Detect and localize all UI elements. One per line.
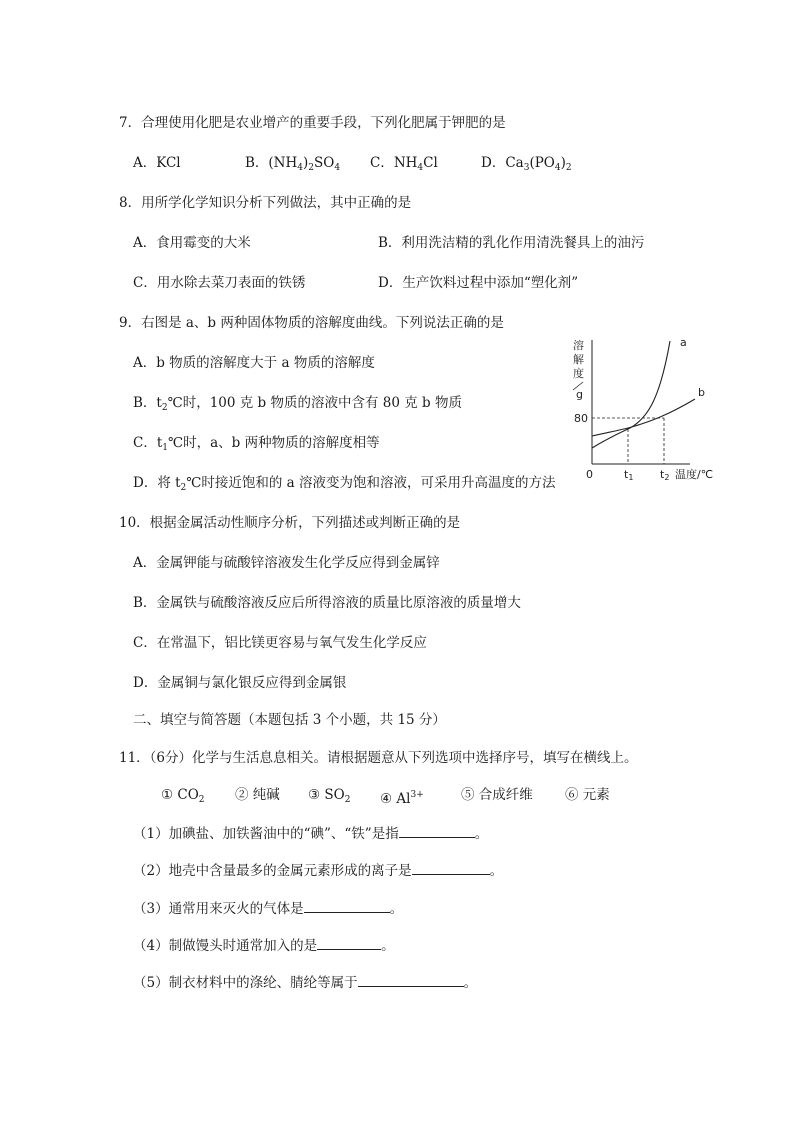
q7-option-c — [370, 154, 438, 177]
q7-d-text: D．Ca — [481, 155, 524, 171]
q7-b-sub: 4 — [334, 163, 341, 173]
q7-option-d — [481, 154, 572, 177]
y-tick-80: 80 — [574, 412, 588, 425]
q11-part-2-text: （2）地壳中含量最多的金属元素形成的离子是 — [133, 863, 412, 879]
q10-option-d: D．金属铜与氯化银反应得到金属银 — [133, 675, 347, 691]
period: 。 — [474, 826, 489, 842]
q8-option-b: B．利用洗洁精的乳化作用清洗餐具上的油污 — [378, 235, 645, 251]
q11-part-1-text: （1）加碘盐、加铁酱油中的“碘”、“铁”是指 — [133, 826, 399, 842]
t1-label — [624, 468, 633, 482]
period: 。 — [489, 863, 504, 879]
q7-c-text: C．NH — [370, 155, 418, 171]
q7-option-a: A．KCl — [133, 155, 181, 171]
q9-option-c — [133, 434, 380, 457]
q7-b-text: SO — [314, 155, 335, 171]
q10-stem: 10．根据金属活动性顺序分析，下列描述或判断正确的是 — [119, 515, 461, 531]
answer-blank-5[interactable] — [358, 972, 464, 987]
choice-text: ④ Al — [380, 791, 411, 807]
q10-option-a: A．金属钾能与硫酸锌溶液发生化学反应得到金属锌 — [133, 555, 440, 571]
q9-c-text: C．t — [133, 435, 163, 451]
q7-option-b — [245, 154, 340, 177]
q9-option-a: A．b 物质的溶解度大于 a 物质的溶解度 — [133, 355, 375, 371]
origin-label: 0 — [586, 468, 593, 481]
answer-blank-1[interactable] — [399, 823, 475, 838]
q7-c-text: Cl — [423, 155, 438, 171]
choice-text: ③ SO — [308, 787, 345, 803]
q7-stem: 7．合理使用化肥是农业增产的重要手段，下列化肥属于钾肥的是 — [119, 115, 506, 131]
curve-b-label: b — [698, 386, 705, 399]
curve-a-label: a — [680, 336, 687, 349]
q7-b-sub: 4 — [297, 163, 304, 173]
q11-stem: 11．（6分）化学与生活息息相关。请根据题意从下列选项中选择序号，填写在横线上。 — [119, 750, 638, 766]
q8-stem: 8．用所学化学知识分析下列做法，其中正确的是 — [119, 195, 412, 211]
q7-d-sub: 4 — [554, 163, 561, 173]
q11-part-5 — [133, 972, 477, 992]
period: 。 — [381, 938, 395, 954]
q11-part-3 — [133, 898, 403, 918]
t2-text: t — [660, 468, 665, 481]
q9-option-d — [133, 474, 556, 497]
q9-b-text: B．t — [133, 395, 162, 411]
q8-option-a: A．食用霉变的大米 — [133, 235, 251, 251]
q10-option-b: B．金属铁与硫酸溶液反应后所得溶液的质量比原溶液的质量增大 — [133, 595, 521, 611]
q9-c-sub: 1 — [162, 443, 168, 453]
q7-d-text: (PO — [529, 155, 555, 171]
choice-5: ⑤ 合成纤维 — [461, 787, 533, 803]
y-unit: g — [576, 388, 583, 401]
y-label-char: 解 — [573, 353, 584, 366]
choice-sub: 2 — [198, 795, 205, 805]
q9-d-text: D．将 t — [133, 475, 181, 491]
q7-b-text: ) — [303, 155, 309, 171]
q10-option-c: C．在常温下，铝比镁更容易与氧气发生化学反应 — [133, 635, 427, 651]
period: 。 — [463, 975, 478, 991]
curve-a — [592, 341, 670, 448]
q9-stem: 9．右图是 a、b 两种固体物质的溶解度曲线。下列说法正确的是 — [119, 315, 504, 331]
t1-text: t — [624, 468, 629, 481]
section-heading: 二、填空与简答题（本题包括 3 个小题，共 15 分） — [133, 712, 446, 728]
y-label-char: 度 — [573, 367, 584, 380]
answer-blank-2[interactable] — [412, 860, 490, 875]
q11-part-4-text: （4）制做馒头时通常加入的是 — [133, 938, 318, 954]
q7-d-text: ) — [560, 155, 566, 171]
choice-1 — [161, 786, 205, 809]
choice-2: ② 纯碱 — [235, 787, 280, 803]
q9-b-text: ℃时，100 克 b 物质的溶液中含有 80 克 b 物质 — [167, 395, 462, 411]
q11-part-4 — [133, 935, 395, 955]
solubility-curve-figure — [560, 336, 730, 486]
t2-sub: 2 — [664, 473, 670, 482]
q8-option-d: D．生产饮料过程中添加“塑化剂” — [378, 275, 579, 291]
q7-d-sub: 3 — [523, 163, 530, 173]
y-label-char: 溶 — [573, 339, 584, 352]
choice-3 — [308, 786, 350, 809]
q8-option-c: C．用水除去菜刀表面的铁锈 — [133, 275, 306, 291]
q9-d-sub: 2 — [180, 483, 187, 493]
t2-label — [660, 468, 669, 482]
q7-b-text: B．(NH — [245, 155, 298, 171]
q11-part-5-text: （5）制衣材料中的涤纶、腈纶等属于 — [133, 975, 358, 991]
q7-b-sub: 2 — [308, 163, 315, 173]
q7-c-sub: 4 — [417, 163, 424, 173]
t1-sub: 1 — [628, 473, 634, 482]
q9-b-sub: 2 — [161, 403, 168, 413]
q11-part-2 — [133, 860, 503, 880]
choice-text: ① CO — [161, 787, 199, 803]
choice-4 — [380, 786, 424, 808]
q9-d-text: ℃时接近饱和的 a 溶液变为饱和溶液，可采用升高温度的方法 — [186, 475, 556, 491]
period: 。 — [389, 901, 404, 917]
q9-option-b — [133, 394, 462, 417]
q11-part-1 — [133, 823, 488, 843]
answer-blank-3[interactable] — [304, 898, 390, 913]
choice-sup: 3+ — [410, 790, 424, 800]
answer-blank-4[interactable] — [317, 935, 381, 950]
choice-sub: 2 — [344, 795, 351, 805]
q9-c-text: ℃时，a、b 两种物质的溶解度相等 — [168, 435, 380, 451]
x-label: 温度/℃ — [675, 468, 714, 481]
q7-d-sub: 2 — [565, 163, 572, 173]
q11-part-3-text: （3）通常用来灭火的气体是 — [133, 901, 304, 917]
choice-6: ⑥ 元素 — [565, 787, 610, 803]
